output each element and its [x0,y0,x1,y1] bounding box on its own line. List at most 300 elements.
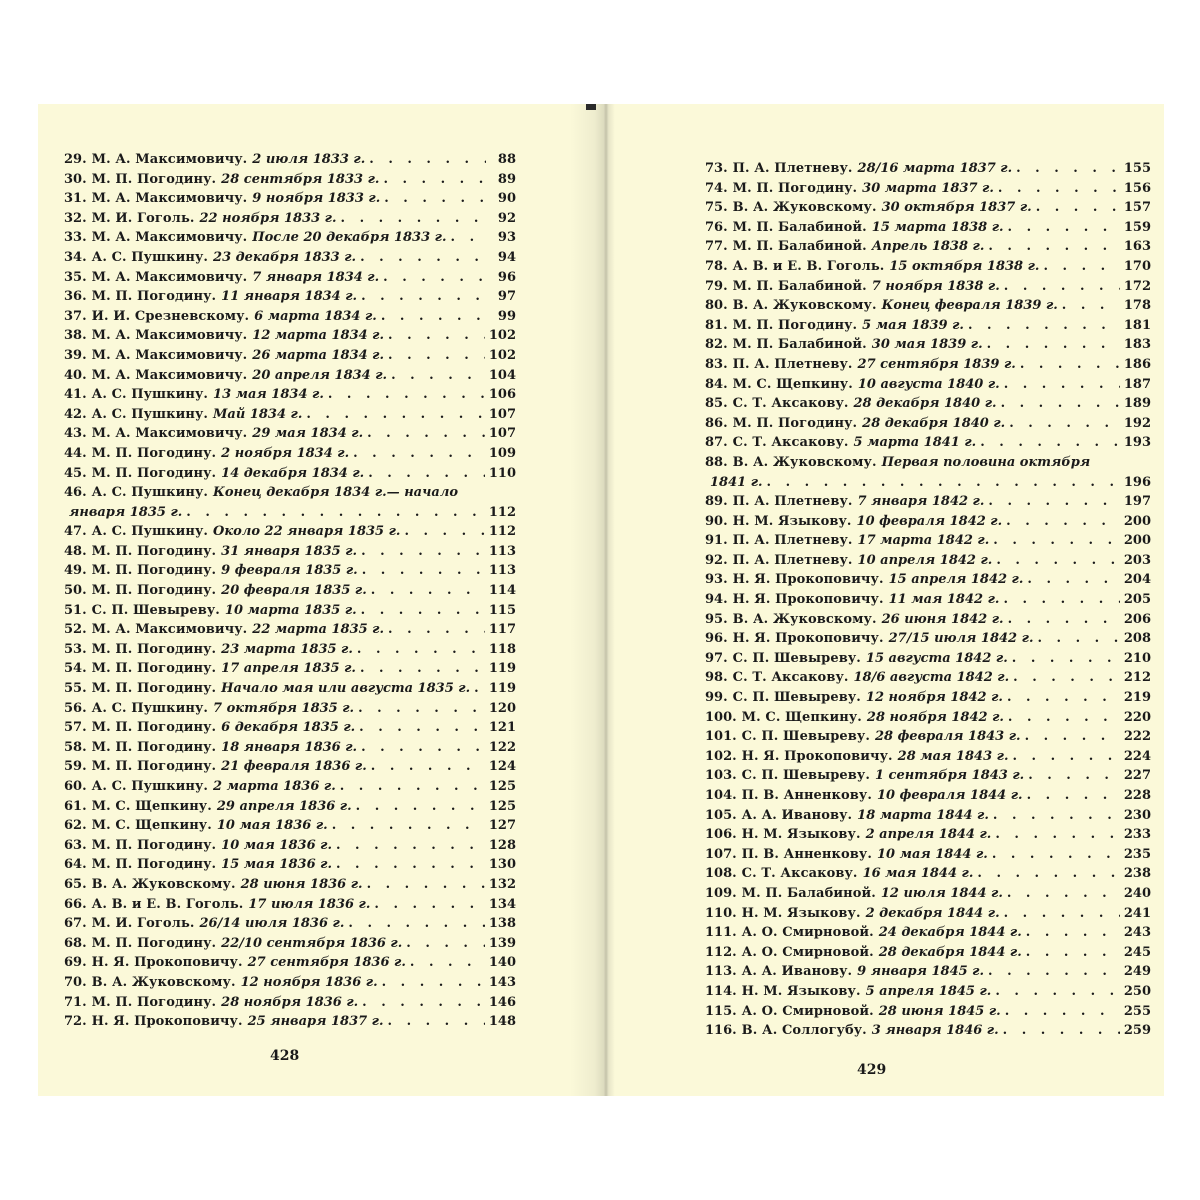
toc-entry [64,797,516,817]
entry-recipient: М. А. Максимовичу. [91,191,248,207]
entry-recipient: Н. Я. Прокоповичу. [741,748,893,764]
entry-page-number: 178 [1123,298,1151,314]
entry-date: 22 ноября 1833 г. [199,210,337,226]
entry-page-number: 125 [488,798,516,814]
entry-date: 9 ноября 1833 г. [252,191,381,207]
entry-date: 26/14 июля 1836 г. [199,916,345,932]
entry-date: 30 мая 1839 г. [871,337,983,353]
entry-page-number: 245 [1123,944,1151,960]
toc-entry [705,884,1151,904]
dot-leader [336,855,485,875]
entry-number: 73. [705,161,728,176]
entry-recipient: А. С. Пушкину. [91,524,209,540]
entry-number: 100. [705,709,737,725]
entry-date: Конец февраля 1839 г. [881,298,1058,314]
entry-recipient: М. П. Погодину. [91,583,217,599]
dot-leader [306,405,484,425]
toc-entry [705,766,1151,786]
entry-page-number: 119 [488,661,516,677]
entry-number: 35. [64,269,87,285]
entry-page-number: 128 [488,837,516,853]
entry-date: 27 сентября 1836 г. [247,955,406,971]
toc-entry [705,610,1151,630]
dot-leader [404,522,484,542]
entry-page-number: 183 [1123,337,1151,353]
entry-date: 2 июля 1833 г. [252,152,366,167]
entry-page-number: 138 [488,916,516,932]
entry-number: 95. [705,611,728,627]
entry-date: 11 января 1834 г. [221,289,358,305]
toc-entry [64,522,516,542]
entry-date: 28 ноября 1836 г. [221,994,359,1010]
entry-date: 2 ноября 1834 г. [221,445,350,461]
dot-leader [1036,198,1120,218]
dot-leader [362,561,485,581]
entry-recipient: П. А. Плетневу. [732,552,853,568]
entry-date: 23 декабря 1833 г. [213,249,357,265]
entry-number: 66. [64,896,87,912]
entry-date: 18 января 1836 г. [221,739,358,755]
entry-page-number: 186 [1123,356,1151,372]
dot-leader [993,531,1120,551]
entry-page-number: 200 [1123,533,1151,549]
dot-leader [388,1012,485,1032]
entry-page-number: 107 [488,406,516,422]
dot-leader [992,845,1120,865]
entry-number: 113. [705,964,737,980]
entry-number: 114. [705,983,737,999]
toc-entry [705,531,1151,551]
entry-page-number: 224 [1123,748,1151,764]
entry-page-number: 181 [1123,317,1151,333]
entry-page-number: 156 [1123,180,1151,196]
entry-recipient: М. С. Щепкину. [91,798,212,814]
entry-date: 28 февраля 1843 г. [874,729,1021,745]
dot-leader [988,492,1119,512]
entry-number: 97. [705,650,728,666]
entry-date: 14 декабря 1834 г. [221,465,365,481]
dot-leader [359,718,485,738]
entry-recipient: М. С. Щепкину. [91,818,212,834]
toc-entry [64,659,516,679]
entry-recipient: М. П. Погодину. [91,661,217,677]
dot-leader [1037,629,1119,649]
entry-page-number: 197 [1123,494,1151,510]
entry-number: 85. [705,396,728,412]
dot-leader [341,209,486,229]
entry-page-number: 124 [488,759,516,775]
entry-date: 29 мая 1834 г. [252,426,364,442]
left-page [38,104,605,1096]
toc-entry [705,590,1151,610]
entry-number: 40. [64,367,87,383]
entry-recipient: М. П. Погодину. [91,837,217,853]
entry-page-number: 113 [488,543,516,559]
entry-date: 21 февраля 1836 г. [221,759,367,775]
dot-leader [1008,218,1120,238]
entry-number: 78. [705,258,728,274]
entry-date: Около 22 января 1835 г. [213,524,401,540]
entry-recipient: В. А. Жуковскому. [732,200,877,216]
entry-page-number: 159 [1123,219,1151,235]
entry-page-number: 113 [488,563,516,579]
entry-number: 59. [64,759,87,775]
entry-date: 11 мая 1842 г. [888,592,1000,608]
entry-date: 28/16 марта 1837 г. [857,161,1013,176]
entry-number: 50. [64,583,87,599]
entry-date: 10 мая 1844 г. [876,846,988,862]
entry-page-number: 238 [1123,866,1151,882]
dot-leader [1012,747,1119,767]
entry-page-number: 250 [1123,983,1151,999]
entry-date: 17 марта 1842 г. [857,533,990,549]
dot-leader [996,551,1120,571]
entry-recipient: Н. Я. Прокоповичу. [91,955,243,971]
book-spine [586,104,596,110]
dot-leader [988,237,1119,257]
entry-page-number: 109 [488,445,516,461]
toc-entry [705,198,1151,218]
entry-date: Начало мая или августа 1835 г. [221,681,471,697]
toc-entry [64,444,516,464]
entry-page-number: 106 [488,387,516,403]
entry-date: 7 октября 1835 г. [213,700,355,716]
entry-page-number: 93 [497,230,516,246]
toc-entry [64,307,516,327]
toc-entry [64,699,516,719]
entry-page-number: 170 [1123,258,1151,274]
dot-leader [1003,1021,1120,1041]
dot-leader [767,473,1120,493]
entry-date: 15 октября 1838 г. [889,258,1040,274]
entry-recipient: М. А. Максимовичу. [91,152,248,167]
dot-leader [369,150,486,170]
dot-leader [388,620,485,640]
toc-entry [64,150,516,170]
entry-page-number: 118 [488,641,516,657]
entry-page-number: 127 [488,818,516,834]
entry-number: 107. [705,846,737,862]
entry-number: 57. [64,720,87,736]
dot-leader [1028,766,1120,786]
dot-leader [1004,904,1120,924]
toc-entry [64,542,516,562]
dot-leader [382,973,485,993]
toc-entry [705,296,1151,316]
toc-entry [705,257,1151,277]
entry-date: 23 марта 1835 г. [221,641,353,657]
toc-entry [705,1002,1151,1022]
entry-date: 5 апреля 1845 г. [865,983,992,999]
entry-number: 82. [705,337,728,353]
entry-page-number: 203 [1123,552,1151,568]
dot-leader [1004,375,1120,395]
dot-leader [980,433,1120,453]
toc-entry [705,512,1151,532]
entry-date: После 20 декабря 1833 г. [252,230,447,246]
entry-page-number: 92 [497,210,516,226]
entry-date: Май 1834 г. [213,406,303,422]
entry-date: 28 мая 1843 г. [897,748,1009,764]
dot-leader [1007,688,1120,708]
entry-date: 10 мая 1836 г. [216,818,328,834]
dot-leader [1026,943,1120,963]
entry-date: 1 сентября 1843 г. [874,768,1025,784]
entry-page-number: 255 [1123,1003,1151,1019]
entry-date: 17 апреля 1835 г. [221,661,356,677]
dot-leader [1005,1002,1120,1022]
toc-entry [64,405,516,425]
entry-page-number: 120 [488,700,516,716]
entry-recipient: М. А. Максимовичу. [91,367,248,383]
toc-entry [705,923,1151,943]
entry-recipient: В. А. Жуковскому. [732,454,877,470]
entry-recipient: М. П. Балабиной. [732,239,867,255]
toc-entry [64,248,516,268]
toc-entry [705,962,1151,982]
entry-recipient: П. А. Плетневу. [732,161,853,176]
toc-entry [64,777,516,797]
entry-number: 62. [64,818,87,834]
entry-number: 68. [64,935,87,951]
dot-leader [361,287,486,307]
entry-date: 27/15 июля 1842 г. [888,631,1034,647]
entry-date: 12 ноября 1842 г. [865,690,1003,706]
entry-number: 45. [64,465,87,481]
entry-page-number: 115 [488,602,516,618]
entry-date: 22 марта 1835 г. [252,622,385,638]
entry-date: 28 декабря 1844 г. [878,944,1022,960]
entry-number: 41. [64,387,87,403]
entry-number: 52. [64,622,87,638]
entry-number: 65. [64,876,87,892]
entry-recipient: М. П. Погодину. [732,180,858,196]
entry-number: 79. [705,278,728,294]
entry-number: 105. [705,807,737,823]
toc-entry [64,757,516,777]
dot-leader [371,581,485,601]
toc-entry [64,620,516,640]
dot-leader [1025,727,1120,747]
entry-date: 6 декабря 1835 г. [221,720,356,736]
dot-leader [1009,414,1120,434]
dot-leader [1001,394,1120,414]
dot-leader [186,503,485,523]
entry-recipient: С. П. Шевыреву. [91,602,220,618]
entry-page-number: 117 [488,622,516,638]
entry-number: 112. [705,944,737,960]
entry-date: 28 декабря 1840 г. [862,415,1006,431]
entry-page-number: 139 [488,935,516,951]
entry-number: 70. [64,974,87,990]
entry-date-continued: 1841 г. [710,474,763,490]
entry-date: 9 февраля 1835 г. [221,563,358,579]
entry-page-number: 196 [1123,474,1151,490]
entry-number: 111. [705,925,737,941]
entry-number: 84. [705,376,728,392]
entry-date: 22/10 сентября 1836 г. [221,935,403,951]
entry-page-number: 130 [488,857,516,873]
entry-page-number: 112 [488,504,516,520]
left-folio: 428 [270,1048,300,1064]
toc-entry [705,277,1151,297]
dot-leader [391,366,485,386]
dot-leader [1008,610,1120,630]
dot-leader [356,797,485,817]
dot-leader [1012,649,1120,669]
entry-page-number: 249 [1123,964,1151,980]
toc-entry [64,366,516,386]
entry-recipient: А. С. Пушкину. [91,406,209,422]
dot-leader [358,699,485,719]
toc-entry [705,375,1151,395]
dot-leader [998,179,1120,199]
toc-entry [705,453,1151,492]
entry-recipient: П. А. Плетневу. [732,494,853,510]
dot-leader [357,640,485,660]
dot-leader [410,953,485,973]
entry-date: 15 апреля 1842 г. [888,572,1024,588]
entry-recipient: В. А. Соллогубу. [741,1023,867,1039]
entry-date: 28 ноября 1842 г. [866,709,1004,725]
dot-leader [995,982,1120,1002]
entry-number: 76. [705,219,728,235]
entry-date: 26 июня 1842 г. [881,611,1004,627]
toc-entry [705,649,1151,669]
entry-recipient: А. С. Пушкину. [91,387,209,403]
entry-recipient: В. А. Жуковскому. [732,298,877,314]
entry-page-number: 163 [1123,239,1151,255]
entry-number: 87. [705,435,728,451]
toc-entry [64,836,516,856]
entry-page-number: 102 [488,347,516,363]
entry-date: 28 июня 1836 г. [240,876,363,892]
entry-recipient: П. В. Анненкову. [741,788,872,803]
entry-page-number: 104 [488,367,516,383]
entry-date: Первая половина октября [881,454,1091,470]
entry-number: 30. [64,171,87,187]
entry-recipient: М. А. Максимовичу. [91,230,248,246]
dot-leader [360,659,485,679]
entry-date: 27 сентября 1839 г. [857,356,1016,372]
entry-page-number: 94 [497,249,516,265]
entry-number: 110. [705,905,737,921]
entry-page-number: 90 [497,191,516,207]
entry-recipient: С. Т. Аксакову. [732,435,849,451]
entry-date: 28 сентября 1833 г. [221,171,380,187]
dot-leader [388,346,485,366]
entry-recipient: М. А. Максимовичу. [91,269,248,285]
entry-date: 26 марта 1834 г. [252,347,385,363]
toc-entry [705,1021,1151,1041]
toc-entry [705,355,1151,375]
toc-entry [64,464,516,484]
entry-recipient: А. А. Иванову. [741,964,853,980]
entry-recipient: А. В. и Е. В. Гоголь. [91,896,244,912]
dot-leader [1026,923,1120,943]
toc-entry [705,806,1151,826]
toc-entry [64,385,516,405]
entry-date: 20 февраля 1835 г. [221,583,367,599]
entry-recipient: М. П. Погодину. [91,739,217,755]
dot-leader [340,777,485,797]
entry-recipient: М. П. Погодину. [91,465,217,481]
entry-number: 58. [64,739,87,755]
entry-page-number: 112 [488,524,516,540]
entry-number: 108. [705,866,737,882]
entry-page-number: 114 [488,583,516,599]
toc-entry [705,570,1151,590]
toc-entry [64,738,516,758]
toc-entry [705,845,1151,865]
entry-recipient: М. П. Погодину. [91,445,217,461]
entry-page-number: 208 [1123,631,1151,647]
entry-recipient: А. С. Пушкину. [91,485,209,501]
toc-entry [64,679,516,699]
entry-number: 53. [64,641,87,657]
entry-number: 67. [64,916,87,932]
entry-date: 18/6 августа 1842 г. [853,670,1010,686]
entry-recipient: П. В. Анненкову. [741,846,872,862]
entry-recipient: М. С. Щепкину. [732,376,853,392]
entry-number: 39. [64,347,87,363]
entry-number: 54. [64,661,87,677]
entry-recipient: В. А. Жуковскому. [732,611,877,627]
entry-number: 91. [705,533,728,549]
entry-number: 103. [705,768,737,784]
entry-number: 36. [64,289,87,305]
toc-entry [705,904,1151,924]
dot-leader [1062,296,1120,316]
toc-entry [64,875,516,895]
entry-page-number: 220 [1123,709,1151,725]
entry-number: 90. [705,513,728,529]
dot-leader [1043,257,1119,277]
entry-number: 109. [705,885,737,901]
toc-entry [705,414,1151,434]
dot-leader [374,895,484,915]
entry-number: 96. [705,631,728,647]
entry-number: 42. [64,406,87,422]
entry-recipient: А. О. Смирновой. [741,925,874,941]
entry-number: 61. [64,798,87,814]
entry-recipient: А. О. Смирновой. [741,944,874,960]
entry-date: 12 июля 1844 г. [880,885,1003,901]
entry-recipient: М. П. Погодину. [91,171,217,187]
toc-entry [705,335,1151,355]
entry-recipient: М. П. Погодину. [91,759,217,775]
toc-entry [705,629,1151,649]
entry-number: 94. [705,592,728,608]
dot-leader [360,248,486,268]
dot-leader [336,836,485,856]
dot-leader [383,268,486,288]
toc-entry [705,982,1151,1002]
right-folio: 429 [857,1062,887,1078]
entry-number: 88. [705,454,728,470]
entry-recipient: А. С. Пушкину. [91,779,209,794]
entry-page-number: 110 [488,465,516,481]
toc-entry [705,943,1151,963]
entry-date-continued: января 1835 г. [69,504,183,520]
entry-date: 3 января 1846 г. [871,1023,999,1039]
entry-date: 10 марта 1835 г. [224,602,357,618]
entry-number: 29. [64,152,87,167]
right-toc-list [705,159,1151,1041]
entry-recipient: Н. Я. Прокоповичу. [91,1014,243,1030]
entry-number: 69. [64,955,87,971]
entry-number: 60. [64,779,87,794]
